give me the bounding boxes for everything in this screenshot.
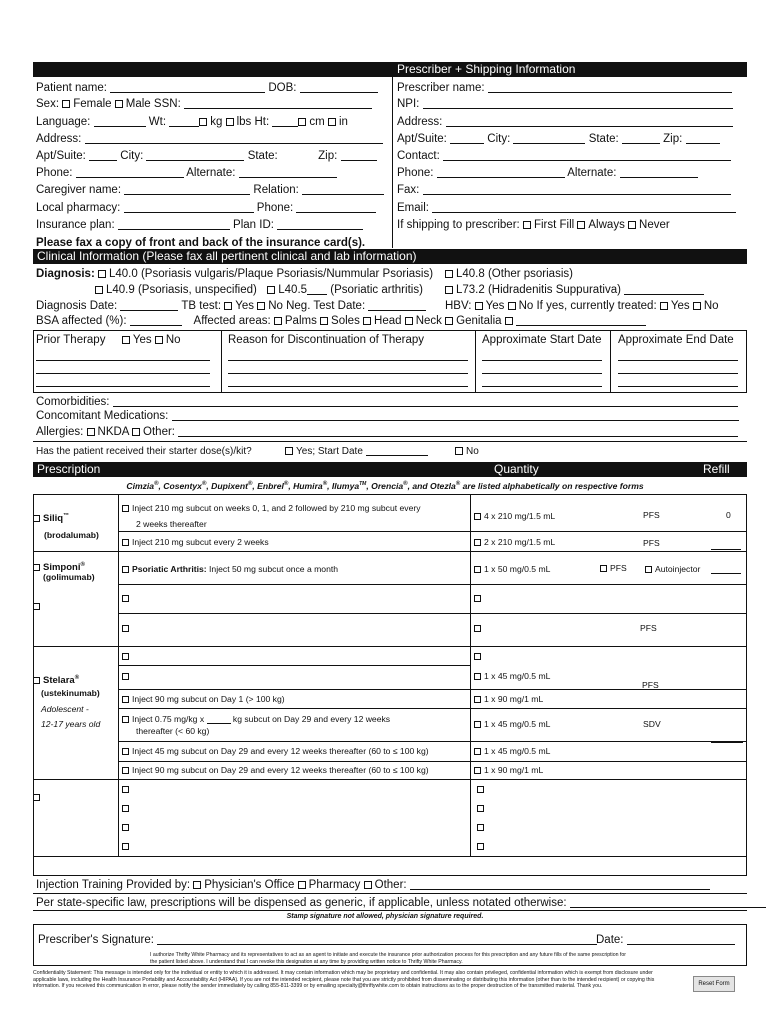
siliq-form-2: PFS (643, 538, 660, 548)
patient-city-field[interactable] (146, 150, 244, 161)
treated-yes-checkbox[interactable] (660, 302, 668, 310)
dx-l400-checkbox[interactable] (98, 270, 106, 278)
npi-field[interactable] (423, 98, 733, 109)
hbv-yes-checkbox[interactable] (475, 302, 483, 310)
clinical-title: Clinical Information (Please fax all pertinent clinical and lab information) (37, 249, 417, 263)
nkda-checkbox[interactable] (87, 428, 95, 436)
injection-training-row: Injection Training Provided by: Physician's Office Pharmacy Other: (36, 878, 710, 892)
signature-row: Prescriber's Signature: (38, 933, 597, 947)
prior-line[interactable] (36, 373, 210, 374)
male-checkbox[interactable] (115, 100, 123, 108)
section-rule (33, 441, 747, 442)
stelara-qty-1-checkbox[interactable] (474, 673, 481, 680)
other-area-field[interactable] (516, 315, 646, 326)
stelara-kg-field[interactable] (207, 715, 231, 724)
alphabetical-note: Cimzia®, Cosentyx®, Dupixent®, Enbrel®, Humira®, Ilumya™, Orencia®, and Otezla® are listed alphabetically on respective forms (126, 480, 644, 491)
shipping-row: If shipping to prescriber: First Fill Always Never (397, 219, 670, 231)
dx-l405-checkbox[interactable] (267, 286, 275, 294)
simponi-dose-1-checkbox[interactable] (122, 566, 129, 573)
siliq-checkbox[interactable] (33, 515, 40, 522)
stelara-label: Stelara® (33, 673, 79, 686)
stelara-pfs: PFS (642, 680, 659, 690)
blank-dose-1-checkbox[interactable] (122, 595, 129, 602)
signature-field[interactable] (157, 934, 597, 945)
dx-l408-checkbox[interactable] (445, 270, 453, 278)
prescriber-address-field[interactable] (446, 116, 733, 127)
stelara-blank-dose (122, 651, 132, 662)
blank-qty (477, 841, 487, 852)
stelara-dose-2-checkbox[interactable] (122, 696, 129, 703)
blank-qty-2-checkbox[interactable] (474, 625, 481, 632)
stelara-qty-2-checkbox[interactable] (474, 696, 481, 703)
prescriber-name-row: Prescriber name: (397, 81, 732, 95)
dx-other-field[interactable] (624, 284, 704, 295)
sex-row: Sex: Female Male SSN: (36, 97, 372, 111)
pharmacy-phone-field[interactable] (296, 202, 376, 213)
fax-field[interactable] (423, 184, 731, 195)
never-checkbox[interactable] (628, 221, 636, 229)
insurance-row: Insurance plan: Plan ID: (36, 218, 363, 232)
pharmacy-row: Local pharmacy: Phone: (36, 201, 376, 215)
rx-row-rule (33, 779, 747, 780)
hbv-row: HBV: Yes No If yes, currently treated: Yes No (445, 300, 719, 312)
fax-row: Fax: (397, 183, 731, 197)
rx-subrule (118, 708, 747, 709)
generic-notice-field[interactable] (570, 897, 766, 908)
simponi-refill-field[interactable] (711, 573, 741, 574)
diagnosis-date-row: Diagnosis Date: TB test: Yes No Neg. Test Date: (36, 299, 426, 313)
blank-qty-6-checkbox[interactable] (477, 843, 484, 850)
blank-qty (477, 803, 487, 814)
rx-row-rule (33, 856, 747, 857)
siliq-form-1: PFS (643, 510, 660, 520)
diagnosis-row-2b: L73.2 (Hidradenitis Suppurativa) (445, 283, 704, 297)
prior-line[interactable] (36, 360, 210, 361)
blank-dose (122, 803, 132, 814)
diagnosis-row-1b: L40.8 (Other psoriasis) (445, 267, 573, 281)
blank-dose-5-checkbox[interactable] (122, 824, 129, 831)
start-line[interactable] (482, 386, 602, 387)
blank-qty-row (474, 593, 484, 604)
refill-title: Refill (703, 462, 730, 476)
stelara-dose-3-checkbox[interactable] (122, 716, 129, 723)
first-fill-checkbox[interactable] (523, 221, 531, 229)
starter-yes: Yes; Start Date (285, 446, 428, 458)
prescriber-alternate-field[interactable] (620, 167, 698, 178)
start-line[interactable] (482, 360, 602, 361)
hbv-no-checkbox[interactable] (508, 302, 516, 310)
other-area-checkbox[interactable] (505, 317, 513, 325)
blank-dose-3-checkbox[interactable] (122, 786, 129, 793)
blank-qty-row (474, 623, 484, 634)
ssn-field[interactable] (184, 98, 372, 109)
palms-checkbox[interactable] (274, 317, 282, 325)
authorization-statement: I authorize Thrifty White Pharmacy and its representatives to act as an agent to initiate and execute the insurance prior authorization process for this prescription and any future fills of the same prescription for the patient listed above. I understand that I can revoke this designation at any time by providing written notice to Thrifty White Pharmacy. (150, 952, 626, 965)
stelara-qty-3: 1 x 45 mg/0.5 mL (474, 719, 550, 730)
prescriber-state-field[interactable] (622, 133, 660, 144)
stelara-adolescent: Adolescent - (41, 704, 89, 714)
rx-subrule (118, 761, 747, 762)
prior-line[interactable] (36, 386, 210, 387)
simponi-pfs: PFS (600, 563, 627, 574)
start-date-field[interactable] (366, 446, 428, 456)
blank-dose (122, 841, 132, 852)
blank-qty (477, 784, 487, 795)
blank-form-pfs: PFS (640, 623, 657, 633)
simponi-dose-1: Psoriatic Arthritis: Inject 50 mg subcut once a month (122, 564, 338, 575)
patient-address-field[interactable] (85, 133, 383, 144)
comorbidities-field[interactable] (113, 396, 738, 407)
lbs-checkbox[interactable] (226, 118, 234, 126)
siliq-refill-2-field[interactable] (711, 549, 741, 550)
tb-yes-checkbox[interactable] (224, 302, 232, 310)
siliq-generic: (brodalumab) (44, 530, 99, 540)
prescriber-zip-field[interactable] (686, 133, 720, 144)
stelara-dose-4: Inject 45 mg subcut on Day 29 and every 12 weeks thereafter (60 to ≤ 100 kg) (122, 746, 429, 757)
column-divider (392, 77, 393, 248)
kg-checkbox[interactable] (199, 118, 207, 126)
bsa-field[interactable] (130, 315, 182, 326)
stelara-dose-2: Inject 90 mg subcut on Day 1 (> 100 kg) (122, 694, 285, 705)
rx-subrule (118, 741, 747, 742)
medications-row: Concomitant Medications: (36, 409, 739, 423)
stelara-blank-dose (122, 671, 132, 682)
treated-no-checkbox[interactable] (693, 302, 701, 310)
in-checkbox[interactable] (328, 118, 336, 126)
footer-rule (33, 893, 747, 894)
prescriber-apt-row: Apt/Suite: City: State: Zip: (397, 132, 720, 146)
blank-drug-2 (33, 792, 43, 803)
stelara-dose-4-checkbox[interactable] (122, 748, 129, 755)
allergies-row: Allergies: NKDA Other: (36, 425, 738, 439)
insurance-fax-note: Please fax a copy of front and back of the insurance card(s). (36, 237, 366, 249)
stelara-qty-4-checkbox[interactable] (474, 748, 481, 755)
simponi-label: Simponi® (33, 560, 85, 573)
insurance-field[interactable] (118, 219, 230, 230)
siliq-dose-1: Inject 210 mg subcut on weeks 0, 1, and 2 followed by 210 mg subcut every (122, 503, 421, 514)
siliq-qty-2: 2 x 210 mg/1.5 mL (474, 537, 555, 548)
patient-alternate-field[interactable] (239, 167, 337, 178)
blank-dose (122, 822, 132, 833)
patient-phone-row: Phone: Alternate: (36, 166, 337, 180)
footer-rule (33, 910, 747, 911)
neck-checkbox[interactable] (405, 317, 413, 325)
blank-qty-3-checkbox[interactable] (477, 786, 484, 793)
simponi-generic: (golimumab) (43, 572, 95, 582)
stelara-qty-1: 1 x 45 mg/0.5 mL (474, 671, 550, 682)
language-row: Language: Wt: kg lbs Ht: cm in (36, 116, 348, 128)
start-date-header: Approximate Start Date (482, 334, 602, 346)
quantity-title: Quantity (494, 462, 539, 476)
dx-l405-field[interactable] (307, 284, 327, 295)
blank-dose-row (122, 593, 132, 604)
stelara-dose-5: Inject 90 mg subcut on Day 29 and every 12 weeks thereafter (60 to ≤ 100 kg) (122, 765, 429, 776)
prior-therapy-header: Prior Therapy Yes No (36, 334, 181, 346)
siliq-dose-1-checkbox[interactable] (122, 505, 129, 512)
patient-name-row: Patient name: DOB: (36, 81, 378, 95)
simponi-auto: Autoinjector (645, 564, 700, 575)
blank-dose-2-checkbox[interactable] (122, 625, 129, 632)
npi-row: NPI: (397, 97, 733, 111)
email-field[interactable] (432, 202, 736, 213)
blank-dose-6-checkbox[interactable] (122, 843, 129, 850)
training-other-field[interactable] (410, 879, 710, 890)
relation-field[interactable] (302, 184, 384, 195)
patient-zip-field[interactable] (341, 150, 377, 161)
siliq-dose-1b: 2 weeks thereafter (136, 519, 207, 529)
simponi-pfs-checkbox[interactable] (600, 565, 607, 572)
blank-dose-4-checkbox[interactable] (122, 805, 129, 812)
stelara-blank-dose-1-checkbox[interactable] (122, 653, 129, 660)
stelara-checkbox[interactable] (33, 677, 40, 684)
patient-name-field[interactable] (110, 82, 265, 93)
reason-header: Reason for Discontinuation of Therapy (228, 334, 425, 346)
prior-divider-2 (475, 330, 476, 393)
prior-no-checkbox[interactable] (155, 336, 163, 344)
stelara-blank-qty (474, 651, 484, 662)
prescriber-shipping-title: Prescriber + Shipping Information (397, 62, 576, 76)
patient-phone-field[interactable] (76, 167, 184, 178)
contact-row: Contact: (397, 149, 731, 163)
simponi-qty-1: 1 x 50 mg/0.5 mL (474, 564, 550, 575)
reason-line[interactable] (228, 360, 468, 361)
medications-field[interactable] (172, 410, 739, 421)
siliq-dose-2: Inject 210 mg subcut every 2 weeks (122, 537, 269, 548)
rx-subrule (118, 613, 747, 614)
prescription-header-bar (33, 462, 747, 477)
siliq-refill-1: 0 (726, 510, 731, 520)
prescriber-phone-row: Phone: Alternate: (397, 166, 698, 180)
physician-office-checkbox[interactable] (193, 881, 201, 889)
always-checkbox[interactable] (577, 221, 585, 229)
stelara-age: 12-17 years old (41, 719, 101, 729)
prescriber-address-row: Address: (397, 115, 733, 129)
rx-subrule (118, 665, 470, 666)
blank-drug-checkbox (33, 601, 43, 612)
prior-yes-checkbox[interactable] (122, 336, 130, 344)
starter-no: No (455, 446, 479, 458)
patient-address-row: Address: (36, 132, 383, 146)
stelara-refill-field[interactable] (711, 742, 743, 743)
rx-row-rule (33, 551, 747, 552)
cm-checkbox[interactable] (298, 118, 306, 126)
patient-apt-row: Apt/Suite: City: State: Zip: (36, 149, 377, 163)
rx-subrule (118, 531, 747, 532)
diagnosis-row-1: Diagnosis: L40.0 (Psoriasis vulgaris/Plaque Psoriasis/Nummular Psoriasis) (36, 268, 434, 280)
stelara-blank-qty-checkbox[interactable] (474, 653, 481, 660)
end-line[interactable] (618, 373, 738, 374)
stelara-qty-4: 1 x 45 mg/0.5 mL (474, 746, 550, 757)
training-other-checkbox[interactable] (364, 881, 372, 889)
weight-field[interactable] (169, 116, 199, 127)
prescription-title: Prescription (37, 462, 101, 476)
simponi-checkbox[interactable] (33, 564, 40, 571)
blank-qty-5-checkbox[interactable] (477, 824, 484, 831)
siliq-dose-2-checkbox[interactable] (122, 539, 129, 546)
rx-subrule (118, 584, 747, 585)
stelara-qty-3-checkbox[interactable] (474, 721, 481, 728)
date-row: Date: (596, 933, 735, 947)
caregiver-row: Caregiver name: Relation: (36, 183, 384, 197)
reset-form-button[interactable]: Reset Form (693, 976, 735, 992)
end-line[interactable] (618, 386, 738, 387)
blank-drug-1-checkbox[interactable] (33, 603, 40, 610)
blank-dose-row (122, 623, 132, 634)
neg-test-date-field[interactable] (368, 300, 426, 311)
siliq-label: Siliq™ (33, 511, 69, 524)
head-checkbox[interactable] (363, 317, 371, 325)
stelara-sdv: SDV (643, 719, 661, 729)
prescriber-shipping-header-bar (33, 62, 747, 77)
stamp-notice: Stamp signature not allowed, physician signature required. (286, 913, 484, 920)
siliq-qty-1: 4 x 210 mg/1.5 mL (474, 511, 555, 522)
siliq-qty-1-checkbox[interactable] (474, 513, 481, 520)
pharmacy-checkbox[interactable] (298, 881, 306, 889)
stelara-qty-2: 1 x 90 mg/1 mL (474, 694, 543, 705)
stelara-dose-3b: thereafter (< 60 kg) (136, 726, 210, 736)
stelara-qty-5-checkbox[interactable] (474, 767, 481, 774)
diagnosis-row-2: L40.9 (Psoriasis, unspecified) L40.5 (Psoriatic arthritis) (95, 283, 423, 297)
reason-line[interactable] (228, 373, 468, 374)
siliq-qty-2-checkbox[interactable] (474, 539, 481, 546)
starter-no-checkbox[interactable] (455, 447, 463, 455)
dob-field[interactable] (300, 82, 378, 93)
blank-qty-4-checkbox[interactable] (477, 805, 484, 812)
blank-qty-1-checkbox[interactable] (474, 595, 481, 602)
stelara-dose-5-checkbox[interactable] (122, 767, 129, 774)
prescriber-name-field[interactable] (488, 82, 732, 93)
prior-divider-3 (610, 330, 611, 393)
blank-qty (477, 822, 487, 833)
simponi-autoinjector-checkbox[interactable] (645, 566, 652, 573)
height-field[interactable] (272, 116, 298, 127)
start-line[interactable] (482, 373, 602, 374)
prior-divider-1 (221, 330, 222, 393)
email-row: Email: (397, 201, 736, 215)
plan-id-field[interactable] (277, 219, 363, 230)
signature-date-field[interactable] (627, 934, 735, 945)
end-date-header: Approximate End Date (618, 334, 734, 346)
soles-checkbox[interactable] (320, 317, 328, 325)
stelara-dose-3: Inject 0.75 mg/kg x kg subcut on Day 29 and every 12 weeks (122, 714, 390, 725)
stelara-qty-5: 1 x 90 mg/1 mL (474, 765, 543, 776)
starter-yes-checkbox[interactable] (285, 447, 293, 455)
dx-l732-checkbox[interactable] (445, 286, 453, 294)
starter-row: Has the patient received their starter dose(s)/kit? (36, 446, 252, 457)
prescriber-apt-field[interactable] (450, 133, 484, 144)
confidentiality-statement: Confidentiality Statement: This message is intended only for the individual or entity to which it is addressed. It may contain information which may be proprietary and confidential. It may also contain privileged, confidential information which is exempt from disclosure under applicable laws, including the Health Insurance Portability and Accountability Act (HIPAA). If you are not the intended recipient, please note that you are strictly prohibited from disseminating or distributing this information (other than to the intended recipient) or copying this information. If you received this communication in error, please notify the sender immediately by calling 855-811-3399 or by emailing specialty@thriftywhite.com to obtain instructions as to the proper destruction of the transmitted material. Thank you. (33, 970, 655, 990)
contact-field[interactable] (443, 150, 731, 161)
stelara-generic: (ustekinumab) (41, 688, 100, 698)
blank-dose (122, 784, 132, 795)
rx-row-rule (33, 646, 747, 647)
reason-line[interactable] (228, 386, 468, 387)
pharmacy-field[interactable] (124, 202, 254, 213)
prescriber-phone-field[interactable] (437, 167, 565, 178)
stelara-blank-dose-2-checkbox[interactable] (122, 673, 129, 680)
rx-col-divider (118, 494, 119, 856)
bsa-row: BSA affected (%): Affected areas: Palms Soles Head Neck Genitalia (36, 314, 646, 328)
simponi-qty-1-checkbox[interactable] (474, 566, 481, 573)
prescriber-city-field[interactable] (513, 133, 585, 144)
language-field[interactable] (94, 116, 146, 127)
diagnosis-date-field[interactable] (120, 300, 178, 311)
comorbidities-row: Comorbidities: (36, 395, 738, 409)
tb-no-checkbox[interactable] (257, 302, 265, 310)
rx-col-divider (470, 494, 471, 856)
caregiver-field[interactable] (124, 184, 250, 195)
generic-notice-row: Per state-specific law, prescriptions will be dispensed as generic, if applicable, unless notated otherwise: (36, 896, 766, 910)
allergy-other-field[interactable] (178, 426, 738, 437)
genitalia-checkbox[interactable] (445, 317, 453, 325)
end-line[interactable] (618, 360, 738, 361)
allergy-other-checkbox[interactable] (132, 428, 140, 436)
dx-l409-checkbox[interactable] (95, 286, 103, 294)
patient-apt-field[interactable] (89, 150, 117, 161)
female-checkbox[interactable] (62, 100, 70, 108)
blank-drug-2-checkbox[interactable] (33, 794, 40, 801)
